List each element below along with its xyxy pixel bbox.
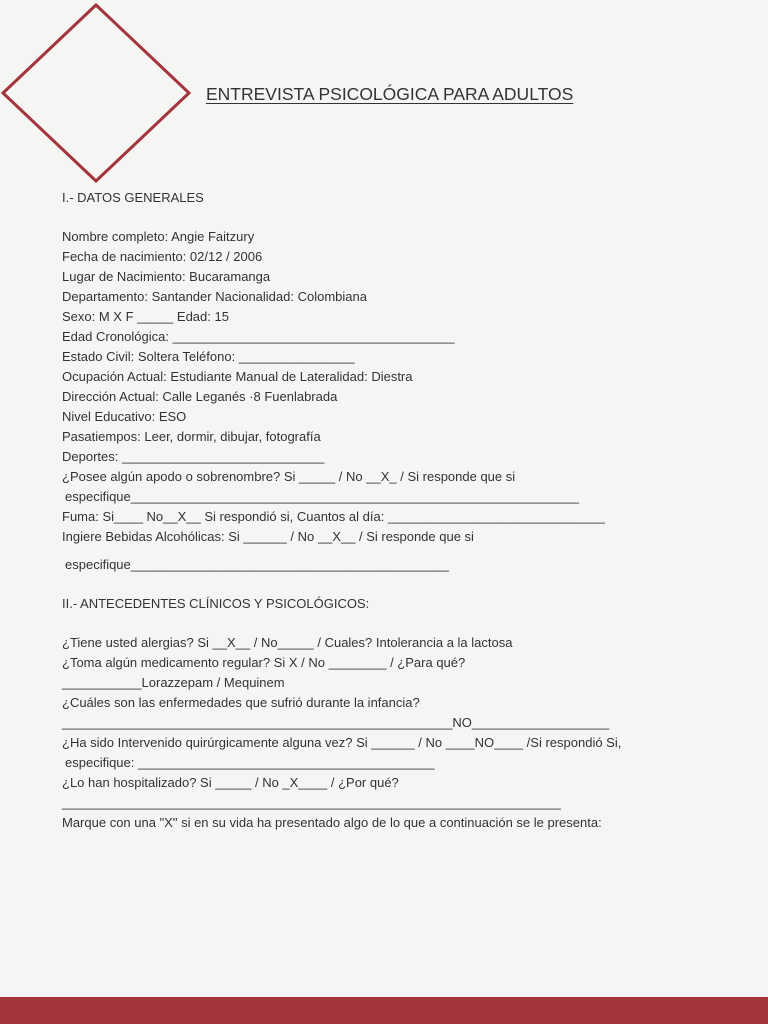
field-lugar-nacimiento: Lugar de Nacimiento: Bucaramanga [62,269,271,284]
field-enfermedades: ¿Cuáles son las enfermedades que sufrió durante la infancia? [62,695,420,710]
field-deportes: Deportes: ____________________________ [62,449,325,464]
field-fuma: Fuma: Si____ No__X__ Si respondió si, Cuantos al día: ______________________________ [62,509,605,524]
field-bebidas: Ingiere Bebidas Alcohólicas: Si ______ / No __X__ / Si responde que si [62,529,474,544]
diamond-decoration [0,0,196,186]
field-pasatiempos: Pasatiempos: Leer, dormir, dibujar, fotografía [62,429,321,444]
field-medicamento: ¿Toma algún medicamento regular? Si X / No ________ / ¿Para qué? [62,655,466,670]
field-marque-instruccion: Marque con una "X" si en su vida ha presentado algo de lo que a continuación se le presenta: [62,815,602,830]
field-sexo-edad: Sexo: M X F _____ Edad: 15 [62,309,229,324]
field-alergias: ¿Tiene usted alergias? Si __X__ / No_____ / Cuales? Intolerancia a la lactosa [62,635,513,650]
section2-heading: II.- ANTECEDENTES CLÍNICOS Y PSICOLÓGICOS: [62,596,370,611]
document-body [62,188,722,833]
field-ocupacion: Ocupación Actual: Estudiante Manual de Lateralidad: Diestra [62,369,413,384]
field-estado-civil: Estado Civil: Soltera Teléfono: ________________ [62,349,355,364]
field-fecha-nacimiento: Fecha de nacimiento: 02/12 / 2006 [62,249,263,264]
field-direccion: Dirección Actual: Calle Leganés ·8 Fuenlabrada [62,389,338,404]
document-title: ENTREVISTA PSICOLÓGICA PARA ADULTOS [206,84,574,104]
field-medicamento-nombre: ___________Lorazzepam / Mequinem [62,675,285,690]
field-nivel-educativo: Nivel Educativo: ESO [62,409,187,424]
field-departamento: Departamento: Santander Nacionalidad: Colombiana [62,289,367,304]
field-apodo-especifique: especifique______________________________________________________________ [65,489,580,504]
section1-heading: I.- DATOS GENERALES [62,190,204,205]
field-bebidas-especifique: especifique____________________________________________ [65,557,449,572]
field-edad-cronologica: Edad Cronológica: _______________________________________ [62,329,455,344]
field-intervenido: ¿Ha sido Intervenido quirúrgicamente alguna vez? Si ______ / No ____NO____ /Si respondió Si, [62,735,622,750]
field-intervenido-especifique: especifique: _________________________________________ [65,755,435,770]
field-nombre: Nombre completo: Angie Faitzury [62,229,255,244]
field-apodo: ¿Posee algún apodo o sobrenombre? Si _____ / No __X_ / Si responde que si [62,469,516,484]
field-hospitalizado-respuesta: _____________________________________________________________________ [62,795,561,810]
field-enfermedades-respuesta: ______________________________________________________NO___________________ [62,715,610,730]
footer-bar [0,997,768,1024]
field-hospitalizado: ¿Lo han hospitalizado? Si _____ / No _X____ / ¿Por qué? [62,775,399,790]
